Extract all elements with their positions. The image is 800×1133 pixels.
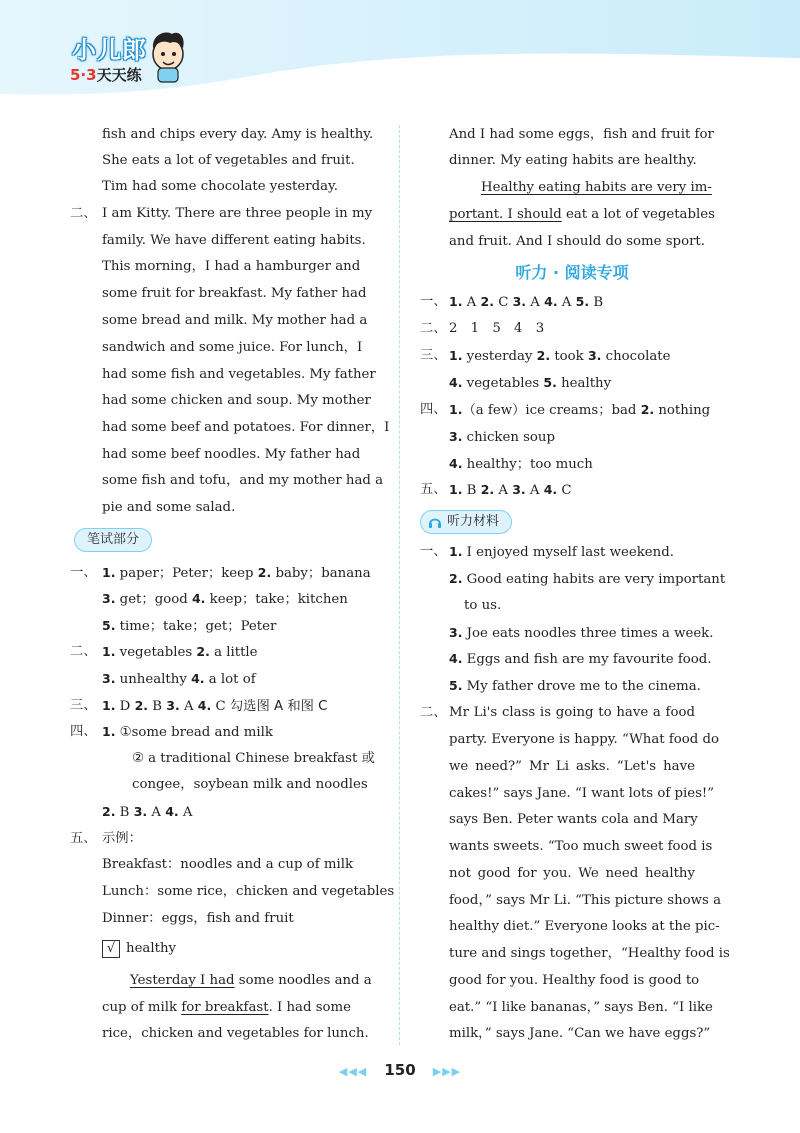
answer-text: A bbox=[179, 699, 198, 714]
answer-text: D bbox=[115, 699, 135, 714]
answer-text: A bbox=[494, 483, 513, 498]
item-number: 1. bbox=[449, 402, 463, 417]
item-number: 1. bbox=[102, 724, 116, 739]
item-number: 2. bbox=[640, 402, 655, 417]
item-number: 5. bbox=[449, 678, 463, 693]
answer-line bbox=[102, 693, 345, 719]
answer-line bbox=[449, 424, 695, 450]
item-number: 4. bbox=[449, 651, 463, 666]
answer-text: paper；Peter；keep bbox=[115, 566, 258, 581]
brand-title: 小儿郎 bbox=[72, 36, 147, 64]
answer-note: 勾选图 A 和图 C bbox=[229, 699, 328, 714]
answer-line bbox=[449, 477, 695, 503]
answer-line bbox=[102, 613, 345, 639]
answer-text: nothing bbox=[654, 403, 711, 418]
page-number: 150 bbox=[384, 1061, 416, 1079]
check-row bbox=[102, 936, 345, 962]
item-number: 2. bbox=[134, 698, 149, 713]
item-number: 5. bbox=[543, 375, 557, 390]
script-line bbox=[449, 673, 701, 699]
answer-text: baby；banana bbox=[271, 566, 371, 581]
script-line: food，” says Mr Li. “This picture shows a bbox=[449, 893, 722, 908]
item-number: 1. bbox=[102, 644, 116, 659]
answer-line bbox=[102, 560, 371, 586]
item-number: 4. bbox=[449, 375, 463, 390]
script-line: eat.” “I like bananas，” says Ben. “I like bbox=[449, 1000, 713, 1015]
question-marker: 二、 bbox=[70, 206, 97, 221]
answer-text: C bbox=[211, 699, 230, 714]
item-number: 4. bbox=[543, 482, 558, 497]
mascot-boy-icon bbox=[146, 28, 190, 84]
item-number: 3. bbox=[102, 671, 116, 686]
script-line: cakes!” says Jane. “I want lots of pies!” bbox=[449, 786, 715, 801]
answer-text: A bbox=[557, 295, 576, 310]
writing-text: eat a lot of vegetables bbox=[561, 207, 715, 222]
passage-line: This morning，I had a hamburger and bbox=[102, 259, 361, 274]
script-line bbox=[449, 620, 714, 646]
answer-line bbox=[449, 370, 695, 396]
item-number: 3. bbox=[449, 625, 463, 640]
answer-text: B bbox=[148, 699, 167, 714]
item-number: 2. bbox=[480, 482, 495, 497]
writing-text: cup of milk bbox=[102, 1000, 182, 1015]
header-band bbox=[0, 0, 800, 100]
item-number: 2. bbox=[480, 294, 494, 309]
underlined-text: for breakfast bbox=[181, 1000, 269, 1015]
script-text: Eggs and fish are my favourite food. bbox=[462, 652, 712, 667]
answer-line bbox=[102, 719, 345, 745]
example-label: 示例： bbox=[102, 831, 142, 846]
answer-text: A bbox=[526, 295, 545, 310]
script-line: we need?” Mr Li asks. “Let's have bbox=[449, 759, 695, 774]
item-number: 3. bbox=[587, 348, 602, 363]
passage-line: family. We have different eating habits. bbox=[102, 233, 366, 248]
answer-text: A bbox=[462, 295, 481, 310]
script-line: says Ben. Peter wants cola and Mary bbox=[449, 812, 698, 827]
answer-text: unhealthy bbox=[115, 672, 192, 687]
written-section-label: 笔试部分 bbox=[74, 528, 152, 552]
writing-line bbox=[449, 175, 712, 201]
answer-text: A bbox=[147, 805, 166, 820]
left-text-line: She eats a lot of vegetables and fruit. bbox=[102, 153, 355, 168]
answer-line: 2 1 5 4 3 bbox=[449, 321, 545, 336]
script-text: I enjoyed myself last weekend. bbox=[462, 545, 674, 560]
left-text-line: fish and chips every day. Amy is healthy. bbox=[102, 127, 374, 142]
item-number: 4. bbox=[197, 698, 212, 713]
question-marker: 二、 bbox=[420, 705, 447, 720]
question-marker: 一、 bbox=[70, 565, 97, 580]
script-line: to us. bbox=[464, 598, 502, 613]
answer-text: B bbox=[462, 483, 481, 498]
item-number: 3. bbox=[449, 429, 463, 444]
answer-text: B bbox=[115, 805, 134, 820]
item-number: 1. bbox=[449, 544, 463, 559]
writing-line bbox=[102, 995, 352, 1021]
answer-or: 或 bbox=[361, 751, 375, 766]
right-text-line: And I had some eggs，fish and fruit for bbox=[449, 127, 714, 142]
answer-line bbox=[449, 451, 695, 477]
answer-text: took bbox=[550, 349, 588, 364]
headphones-icon bbox=[428, 515, 442, 529]
left-text-line: Tim had some chocolate yesterday. bbox=[102, 179, 338, 194]
passage-line: had some beef noodles. My father had bbox=[102, 447, 361, 462]
script-line bbox=[449, 646, 712, 672]
passage-line: some fruit for breakfast. My father had bbox=[102, 286, 367, 301]
script-line bbox=[449, 566, 726, 592]
script-text: My father drove me to the cinema. bbox=[462, 679, 701, 694]
item-number: 4. bbox=[165, 804, 179, 819]
next-arrows-icon: ▶▶▶ bbox=[432, 1065, 462, 1078]
item-number: 5. bbox=[102, 618, 116, 633]
answer-text: time；take；get；Peter bbox=[115, 619, 277, 634]
passage-line: sandwich and some juice. For lunch，I bbox=[102, 340, 363, 355]
writing-line bbox=[102, 968, 372, 994]
answer-text: yesterday bbox=[462, 349, 537, 364]
underlined-text: Yesterday I had bbox=[130, 973, 235, 988]
answer-text: vegetables bbox=[462, 376, 544, 391]
answer-line bbox=[102, 666, 345, 692]
answer-text: A bbox=[525, 483, 544, 498]
example-line: Dinner：eggs，fish and fruit bbox=[102, 911, 294, 926]
item-number: 4. bbox=[544, 294, 558, 309]
script-line: healthy diet.” Everyone looks at the pic- bbox=[449, 919, 720, 934]
answer-line bbox=[102, 639, 345, 665]
item-number: 5. bbox=[575, 294, 590, 309]
example-line: Breakfast：noodles and a cup of milk bbox=[102, 857, 354, 872]
passage-line: some bread and milk. My mother had a bbox=[102, 313, 368, 328]
item-number: 2. bbox=[102, 804, 116, 819]
item-number: 3. bbox=[166, 698, 180, 713]
item-number: 3. bbox=[133, 804, 148, 819]
script-line: ture and sings together，“Healthy food is bbox=[449, 946, 730, 961]
answer-text: ①some bread and milk bbox=[115, 725, 273, 740]
listening-reading-title: 听力 · 阅读专项 bbox=[515, 263, 629, 282]
answer-text: healthy bbox=[556, 376, 612, 391]
script-line: wants sweets. “Too much sweet food is bbox=[449, 839, 713, 854]
question-marker: 五、 bbox=[70, 831, 97, 846]
answer-text: keep；take；kitchen bbox=[205, 592, 348, 607]
answer-text: a little bbox=[209, 645, 258, 660]
answer-text: get；good bbox=[115, 592, 192, 607]
passage-line: some fish and tofu，and my mother had a bbox=[102, 473, 384, 488]
item-number: 3. bbox=[512, 482, 526, 497]
writing-line: and fruit. And I should do some sport. bbox=[449, 234, 705, 249]
passage-line: had some fish and vegetables. My father bbox=[102, 367, 376, 382]
script-line: good for you. Healthy food is good to bbox=[449, 973, 700, 988]
checkbox-checked-icon: √ bbox=[102, 940, 120, 958]
answer-text: C bbox=[493, 295, 513, 310]
brand-sub-text: 天天练 bbox=[96, 66, 142, 84]
answer-text: C bbox=[557, 483, 572, 498]
question-marker: 二、 bbox=[70, 644, 97, 659]
answer-text: chocolate bbox=[601, 349, 671, 364]
answer-text: B bbox=[589, 295, 604, 310]
item-number: 2. bbox=[257, 565, 272, 580]
answer-text: chicken soup bbox=[462, 430, 556, 445]
answer-line bbox=[132, 746, 375, 772]
script-line bbox=[449, 539, 695, 565]
passage-line: pie and some salad. bbox=[102, 500, 236, 515]
item-number: 1. bbox=[102, 565, 116, 580]
item-number: 2. bbox=[536, 348, 551, 363]
answer-line bbox=[102, 799, 345, 825]
passage-line: had some beef and potatoes. For dinner，I bbox=[102, 420, 390, 435]
right-text-line: dinner. My eating habits are healthy. bbox=[449, 153, 697, 168]
answer-text: a lot of bbox=[204, 672, 256, 687]
writing-text: . I had some bbox=[268, 1000, 352, 1015]
page-footer bbox=[0, 1058, 800, 1082]
item-number: 4. bbox=[449, 456, 463, 471]
item-number: 1. bbox=[449, 348, 463, 363]
question-marker: 一、 bbox=[420, 294, 447, 309]
answer-line: congee，soybean milk and noodles bbox=[132, 777, 368, 792]
script-text: Good eating habits are very important bbox=[462, 572, 726, 587]
example-line: Lunch：some rice，chicken and vegetables bbox=[102, 884, 395, 899]
brand-subtitle bbox=[70, 64, 142, 85]
answer-text: A bbox=[178, 805, 193, 820]
item-number: 4. bbox=[191, 591, 206, 606]
item-number: 2. bbox=[449, 571, 463, 586]
question-marker: 五、 bbox=[420, 482, 447, 497]
answer-text: （a few）ice creams；bad bbox=[462, 403, 641, 418]
underlined-text: Healthy eating habits are very im- bbox=[481, 180, 712, 195]
passage-line: had some chicken and soup. My mother bbox=[102, 393, 371, 408]
item-number: 3. bbox=[512, 294, 527, 309]
passage-line: I am Kitty. There are three people in my bbox=[102, 206, 373, 221]
script-line: party. Everyone is happy. “What food do bbox=[449, 732, 720, 747]
script-line: not good for you. We need healthy bbox=[449, 866, 695, 881]
answer-text: ② a traditional Chinese breakfast bbox=[132, 751, 362, 766]
prev-arrows-icon: ◀◀◀ bbox=[338, 1065, 368, 1078]
check-label: healthy bbox=[126, 941, 177, 956]
question-marker: 三、 bbox=[70, 698, 97, 713]
brand-sub-number: 5·3 bbox=[70, 66, 97, 84]
script-line: milk，” says Jane. “Can we have eggs?” bbox=[449, 1026, 711, 1041]
answer-text: vegetables bbox=[115, 645, 197, 660]
item-number: 2. bbox=[196, 644, 210, 659]
writing-line: rice，chicken and vegetables for lunch. bbox=[102, 1026, 369, 1041]
answer-text: healthy；too much bbox=[462, 457, 593, 472]
answer-line bbox=[102, 586, 348, 612]
listening-material-label bbox=[420, 510, 512, 534]
question-marker: 二、 bbox=[420, 321, 447, 336]
question-marker: 一、 bbox=[420, 544, 447, 559]
column-divider bbox=[399, 125, 400, 1045]
item-number: 4. bbox=[191, 671, 205, 686]
item-number: 1. bbox=[449, 482, 463, 497]
question-marker: 四、 bbox=[70, 724, 97, 739]
question-marker: 四、 bbox=[420, 402, 447, 417]
answer-line bbox=[449, 289, 695, 315]
item-number: 3. bbox=[102, 591, 116, 606]
item-number: 1. bbox=[449, 294, 463, 309]
answer-line bbox=[449, 343, 695, 369]
question-marker: 三、 bbox=[420, 348, 447, 363]
script-line: Mr Li's class is going to have a food bbox=[449, 705, 695, 720]
listening-material-text: 听力材料 bbox=[447, 514, 500, 529]
answer-line bbox=[449, 397, 711, 423]
writing-text: some noodles and a bbox=[234, 973, 372, 988]
script-text: Joe eats noodles three times a week. bbox=[462, 626, 714, 641]
underlined-text: portant. I should bbox=[449, 207, 562, 222]
writing-line bbox=[449, 202, 715, 228]
item-number: 1. bbox=[102, 698, 116, 713]
